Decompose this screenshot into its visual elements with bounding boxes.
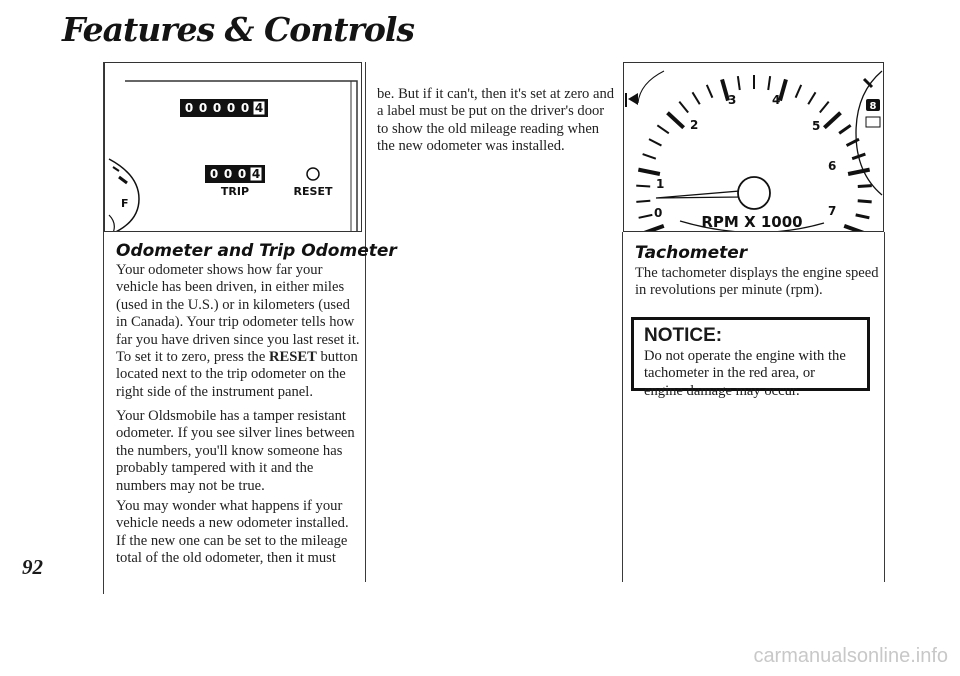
- odometer-heading: Odometer and Trip Odometer: [116, 241, 397, 261]
- odometer-paragraph-1-end: button located next to the trip odometer on the right side of the instrument panel.: [116, 349, 358, 400]
- tachometer-paragraph: The tachometer displays the engine speed in revolutions per minute (rpm).: [635, 265, 879, 299]
- fuel-gauge-label: F: [121, 197, 129, 210]
- indicator-bar: [625, 93, 627, 107]
- tachometer-minor-tick: [643, 154, 656, 159]
- main-odometer-digit: 4: [254, 101, 264, 115]
- notice-title: NOTICE:: [644, 325, 723, 346]
- main-odometer-display: [180, 99, 268, 117]
- right-column-rule: [622, 232, 623, 582]
- side-gauge-label: 8: [869, 101, 877, 112]
- tachometer-bezel: [638, 71, 664, 103]
- tachometer-minor-tick: [738, 76, 740, 90]
- main-odometer-digit: 0: [226, 101, 236, 115]
- page-title: Features & Controls: [62, 10, 414, 49]
- tachometer-minor-tick: [820, 102, 829, 113]
- trip-odometer-digit: 4: [251, 167, 261, 181]
- fuel-gauge-tick-1: [113, 167, 119, 171]
- tachometer-minor-tick: [796, 85, 802, 98]
- tachometer-major-tick: [638, 170, 660, 174]
- dial-number-1: 1: [656, 177, 665, 191]
- notice-text: Do not operate the engine with the tachometer in the red area, or engine damage may occur.: [644, 348, 846, 399]
- tachometer-minor-tick: [636, 186, 650, 187]
- tachometer-minor-tick: [858, 186, 872, 187]
- fuel-gauge-tick-2: [119, 177, 127, 183]
- odometer-paragraph-1-start: Your odometer shows how far your vehicle has been driven, in either miles (used in the U.S.) or in kilometers (used in Canada). Your trip odometer tells how far you have driven since you last reset it. To set it to zero, press the: [116, 262, 360, 366]
- tachometer-major-tick: [643, 226, 664, 232]
- tachometer-heading: Tachometer: [635, 243, 748, 263]
- side-gauge-symbol-icon: [866, 117, 880, 127]
- tachometer-minor-tick: [856, 215, 870, 218]
- dial-number-4: 4: [772, 93, 781, 107]
- tachometer-minor-tick: [839, 125, 850, 133]
- tachometer-major-tick: [667, 113, 683, 128]
- main-odometer-digit: 0: [212, 101, 222, 115]
- odometer-paragraph-1: [116, 262, 360, 401]
- odometer-paragraph-2: Your Oldsmobile has a tamper resistant odometer. If you see silver lines between the numbers, you'll know someone has probably tampered with it and the numbers may not be true.: [116, 408, 355, 494]
- middle-column-rule: [365, 62, 366, 582]
- tachometer-minor-tick: [649, 139, 661, 145]
- dial-number-6: 6: [828, 159, 837, 173]
- tachometer-minor-tick: [858, 201, 872, 202]
- fuel-gauge-inner-arc: [109, 215, 114, 232]
- tachometer-minor-tick: [636, 201, 650, 202]
- trip-odometer-digit: 0: [209, 167, 219, 181]
- tachometer-minor-tick: [692, 92, 699, 104]
- trip-odometer-digit: 0: [237, 167, 247, 181]
- tachometer-minor-tick: [808, 92, 815, 104]
- reset-button-icon: [307, 168, 319, 180]
- main-odometer-digit: 0: [184, 101, 194, 115]
- dial-number-0: 0: [654, 206, 663, 220]
- odometer-drawing: [105, 63, 362, 232]
- tachometer-minor-tick: [707, 85, 713, 98]
- trip-label: TRIP: [220, 185, 250, 198]
- main-odometer-digit: 0: [240, 101, 250, 115]
- tachometer-illustration: [623, 62, 884, 232]
- tachometer-major-tick: [824, 113, 840, 128]
- tachometer-major-tick: [844, 226, 865, 232]
- tachometer-major-tick: [848, 170, 870, 174]
- side-gauge-arc: [856, 71, 882, 195]
- tachometer-minor-tick: [657, 125, 668, 133]
- tachometer-scale-label: RPM X 1000: [701, 213, 803, 231]
- odometer-continued-paragraph: be. But if it can't, then it's set at zero and a label must be put on the driver's door to show the old mileage reading when the new odometer was installed.: [377, 86, 615, 155]
- turn-signal-indicator-icon: [628, 93, 638, 105]
- trip-odometer-display: [205, 165, 265, 183]
- reset-bold-word: RESET: [269, 349, 317, 366]
- dial-number-2: 2: [690, 118, 699, 132]
- far-right-rule: [884, 232, 885, 582]
- tachometer-minor-tick: [679, 102, 688, 113]
- notice-box: [631, 317, 870, 399]
- tachometer-needle: [656, 191, 740, 198]
- odometer-paragraph-3: You may wonder what happens if your vehicle needs a new odometer installed. If the new one can be set to the mileage total of the old odometer, then it must: [116, 498, 349, 567]
- tachometer-drawing: [624, 63, 884, 232]
- tachometer-major-tick: [780, 79, 786, 100]
- trip-odometer-digit: 0: [223, 167, 233, 181]
- reset-label: RESET: [293, 185, 333, 198]
- main-odometer-digit: 0: [198, 101, 208, 115]
- watermark: carmanualsonline.info: [753, 645, 948, 667]
- dial-number-3: 3: [728, 93, 737, 107]
- tachometer-hub: [738, 177, 770, 209]
- dial-number-5: 5: [812, 119, 821, 133]
- dial-number-7: 7: [828, 204, 837, 218]
- tachometer-minor-tick: [639, 215, 653, 218]
- page-number: 92: [22, 555, 43, 579]
- tachometer-minor-tick: [768, 76, 770, 90]
- odometer-illustration: [104, 62, 362, 232]
